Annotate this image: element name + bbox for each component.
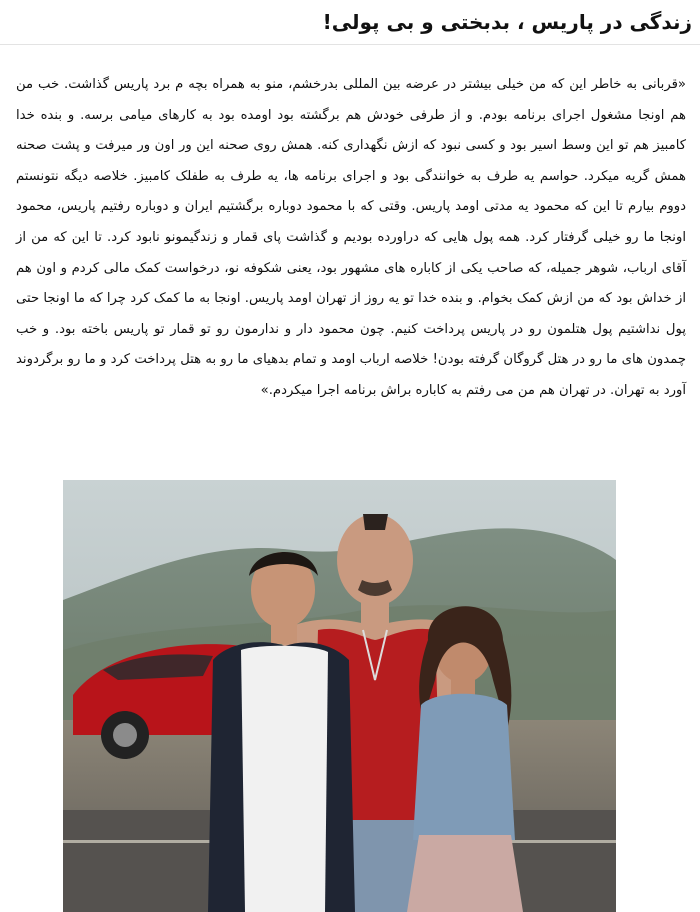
title-divider [0,44,700,45]
family-photo [63,480,616,912]
girl [407,606,523,912]
article-body: «قربانی به خاطر این که من خیلی بیشتر در عرضه بین المللی بدرخشم، منو به همراه بچه م برد پاریس گذاشت. خب من هم اونجا مشغول اجرای برنامه بودم. و از طرفی خودش هم برگشته بود اومده بود به کارهای میامی برسه. و بنده خدا کامبیز هم تو این وسط اسیر بود و کسی نبود که ازش نگهداری کنه. همش روی صحنه این ور اون ور میرفت و پشت صحنه همش گریه میکرد. حواسم یه طرف به خوانندگی بود و اجرای برنامه ها، یه طرف به طفلک کامبیز. خلاصه دیگه نتونستم دووم بیارم تا این که محمود یه مدتی اومد پاریس. وقتی که با محمود دوباره برگشتیم ایران و دوباره رفتیم پاریس، محمود اونجا ما رو خیلی گرفتار کرد. همه پول هایی که دراورده بودیم و گذاشت پای قمار و زندگیمونو نابود کرد. تا این که من از آقای ارباب، شوهر جمیله، که صاحب یکی از کاباره های مشهور بود، یعنی شکوفه نو، درخواست کمک مالی کردم و اون هم از خداش بود که من ازش کمک بخوام. و بنده خدا تو یه روز از تهران اومد پاریس. اونجا به ما کمک کرد چرا که ما اونجا حتی پول نداشتیم پول هتلمون رو در پاریس پرداخت کنیم. چون محمود دار و ندارمون رو تو قمار تو پاریس باخته بود. و خب چمدون های ما رو در هتل گروگان گرفته بودن! خلاصه ارباب اومد و تمام بدهیای ما رو به هتل پرداخت کرد و ما رو برگردوند آورد به تهران. در تهران هم من می رفتم به کاباره براش برنامه اجرا میکردم.» [16,77,686,398]
article-title: زندگی در پاریس ، بدبختی و بی پولی! [322,10,692,34]
